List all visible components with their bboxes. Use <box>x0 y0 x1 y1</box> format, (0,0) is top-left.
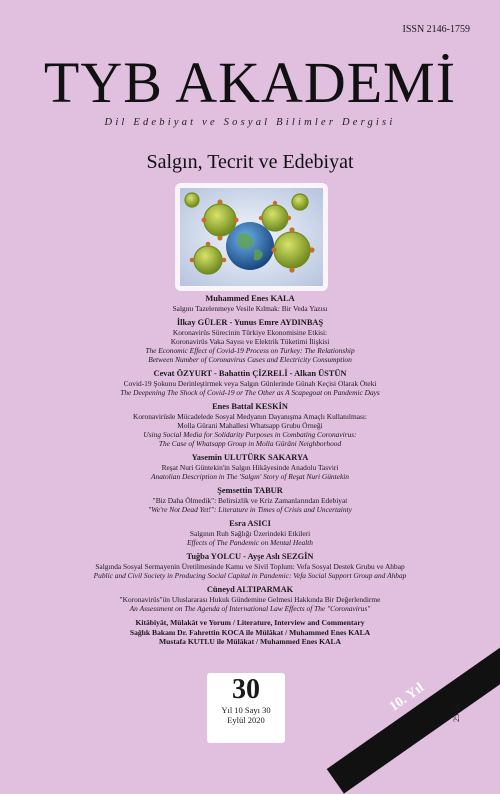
toc-author: Muhammed Enes KALA <box>205 294 295 303</box>
toc-title-english: Using Social Media for Solidarity Purposes in Combating Coronavirus: <box>143 430 357 439</box>
toc-section-heading: Kitâbiyât, Mülakât ve Yorum / Literature, Interview and Commentary <box>135 618 365 627</box>
toc-author: Cüneyd ALTIPARMAK <box>206 585 294 594</box>
issue-date: Eylül 2020 <box>227 715 265 725</box>
issn-label: ISSN 2146-1759 <box>402 24 470 35</box>
journal-title: TYB AKADEMİ <box>43 50 457 115</box>
toc-entry <box>60 402 440 448</box>
toc-title-english: Effects of The Pandemic on Mental Health <box>186 538 314 547</box>
toc-entry <box>60 552 440 580</box>
toc-title: Salgında Sosyal Sermayenin Üretilmesinde Kamu ve Sivil Toplum: Vefa Sosyal Destek Grubu ve Ahbap <box>95 562 405 571</box>
toc-title: Salgının Ruh Sağlığı Üzerindeki Etkileri <box>189 529 311 538</box>
toc-title-english: Public and Civil Society in Producing Social Capital in Pandemic: Vefa Social Support Group and Ahbap <box>93 571 407 580</box>
toc-author: Esra ASICI <box>229 519 271 528</box>
toc-entry <box>60 318 440 364</box>
toc-title: Salgını Tazelenmeye Vesile Kılmak: Bir Veda Yazısı <box>172 304 328 313</box>
toc-interview: Mustafa KUTLU ile Mülâkat / Muhammed Enes KALA <box>158 637 342 646</box>
toc-title: Molla Gürani Mahallesi Whatsapp Grubu Örneği <box>177 421 323 430</box>
toc-title: "Biz Daha Ölmedik": Belirsizlik ve Kriz Zamanlarından Edebiyat <box>152 496 348 505</box>
toc-title-english: Between Number of Coronavirus Cases and Electricity Consumption <box>148 355 352 364</box>
toc-entry <box>60 486 440 514</box>
issue-number-box <box>207 673 285 743</box>
toc-entry <box>60 294 440 313</box>
toc-title-english: An Assessment on The Agenda of International Law Effects of The "Coronavirus" <box>129 604 371 613</box>
toc-entry <box>60 369 440 397</box>
toc-title: Covid-19 Şokunu Derinleştirmek veya Salgın Günlerinde Günah Keçisi Olarak Öteki <box>123 379 377 388</box>
toc-title: "Koronavirüs"ün Uluslararası Hukuk Gündemine Gelmesi Hakkında Bir Değerlendirme <box>119 595 381 604</box>
toc-author: Yasemin ULUTÜRK SAKARYA <box>191 453 309 462</box>
anniversary-label: 10. Yıl <box>386 680 427 715</box>
toc-author: Enes Battal KESKİN <box>212 402 288 411</box>
toc-interview: Sağlık Bakanı Dr. Fahrettin KOCA ile Mülâkat / Muhammed Enes KALA <box>129 627 371 637</box>
toc-title-english: "We're Not Dead Yet!": Literature in Times of Crisis and Uncertainty <box>148 505 352 514</box>
toc-title-english: Anatolian Description in The 'Salgın' Story of Reşat Nuri Güntekin <box>151 472 349 481</box>
toc-author: Şemsettin TABUR <box>217 486 283 495</box>
toc-title: Reşat Nuri Güntekin'in Salgın Hikâyesinde Anadolu Tasviri <box>161 463 339 472</box>
toc-title-english: The Deepening The Shock of Covid-19 or The Other as A Scapegoat on Pandemic Days <box>120 388 380 397</box>
issue-theme-title: Salgın, Tecrit ve Edebiyat <box>146 151 354 173</box>
toc-title-english: The Case of Whatsapp Group in Molla Gürâni Neighborhood <box>158 439 342 448</box>
table-of-contents <box>60 294 440 652</box>
toc-entry <box>60 519 440 547</box>
journal-subtitle: Dil Edebiyat ve Sosyal Bilimler Dergisi <box>104 117 396 128</box>
toc-entry <box>60 453 440 481</box>
toc-author: Tuğba YOLCU - Ayşe Aslı SEZGİN <box>186 552 314 561</box>
issue-number: 30 <box>232 674 260 705</box>
issue-volume: Yıl 10 Sayı 30 <box>221 705 271 715</box>
toc-entry <box>60 585 440 613</box>
toc-title: Koronavirüs Sürecinin Türkiye Ekonomisine Etkisi: <box>172 328 328 337</box>
toc-title: Koronavirüs Vaka Sayısı ve Elektrik Tüketimi İlişkisi <box>170 337 330 346</box>
toc-title: Koronavirüsle Mücadelede Sosyal Medyanın Dayanışma Amaçlı Kullanılması: <box>133 412 367 421</box>
price-label: 25 TL <box>452 702 461 722</box>
toc-title-english: The Economic Effect of Covid-19 Process on Turkey: The Relationship <box>145 346 355 355</box>
toc-author: Cevat ÖZYURT - Bahattin ÇİZRELİ - Alkan ÜSTÜN <box>153 369 347 378</box>
toc-author: İlkay GÜLER - Yunus Emre AYDINBAŞ <box>176 318 324 327</box>
toc-closing-section <box>60 618 440 647</box>
virus-globe-illustration <box>175 183 328 291</box>
